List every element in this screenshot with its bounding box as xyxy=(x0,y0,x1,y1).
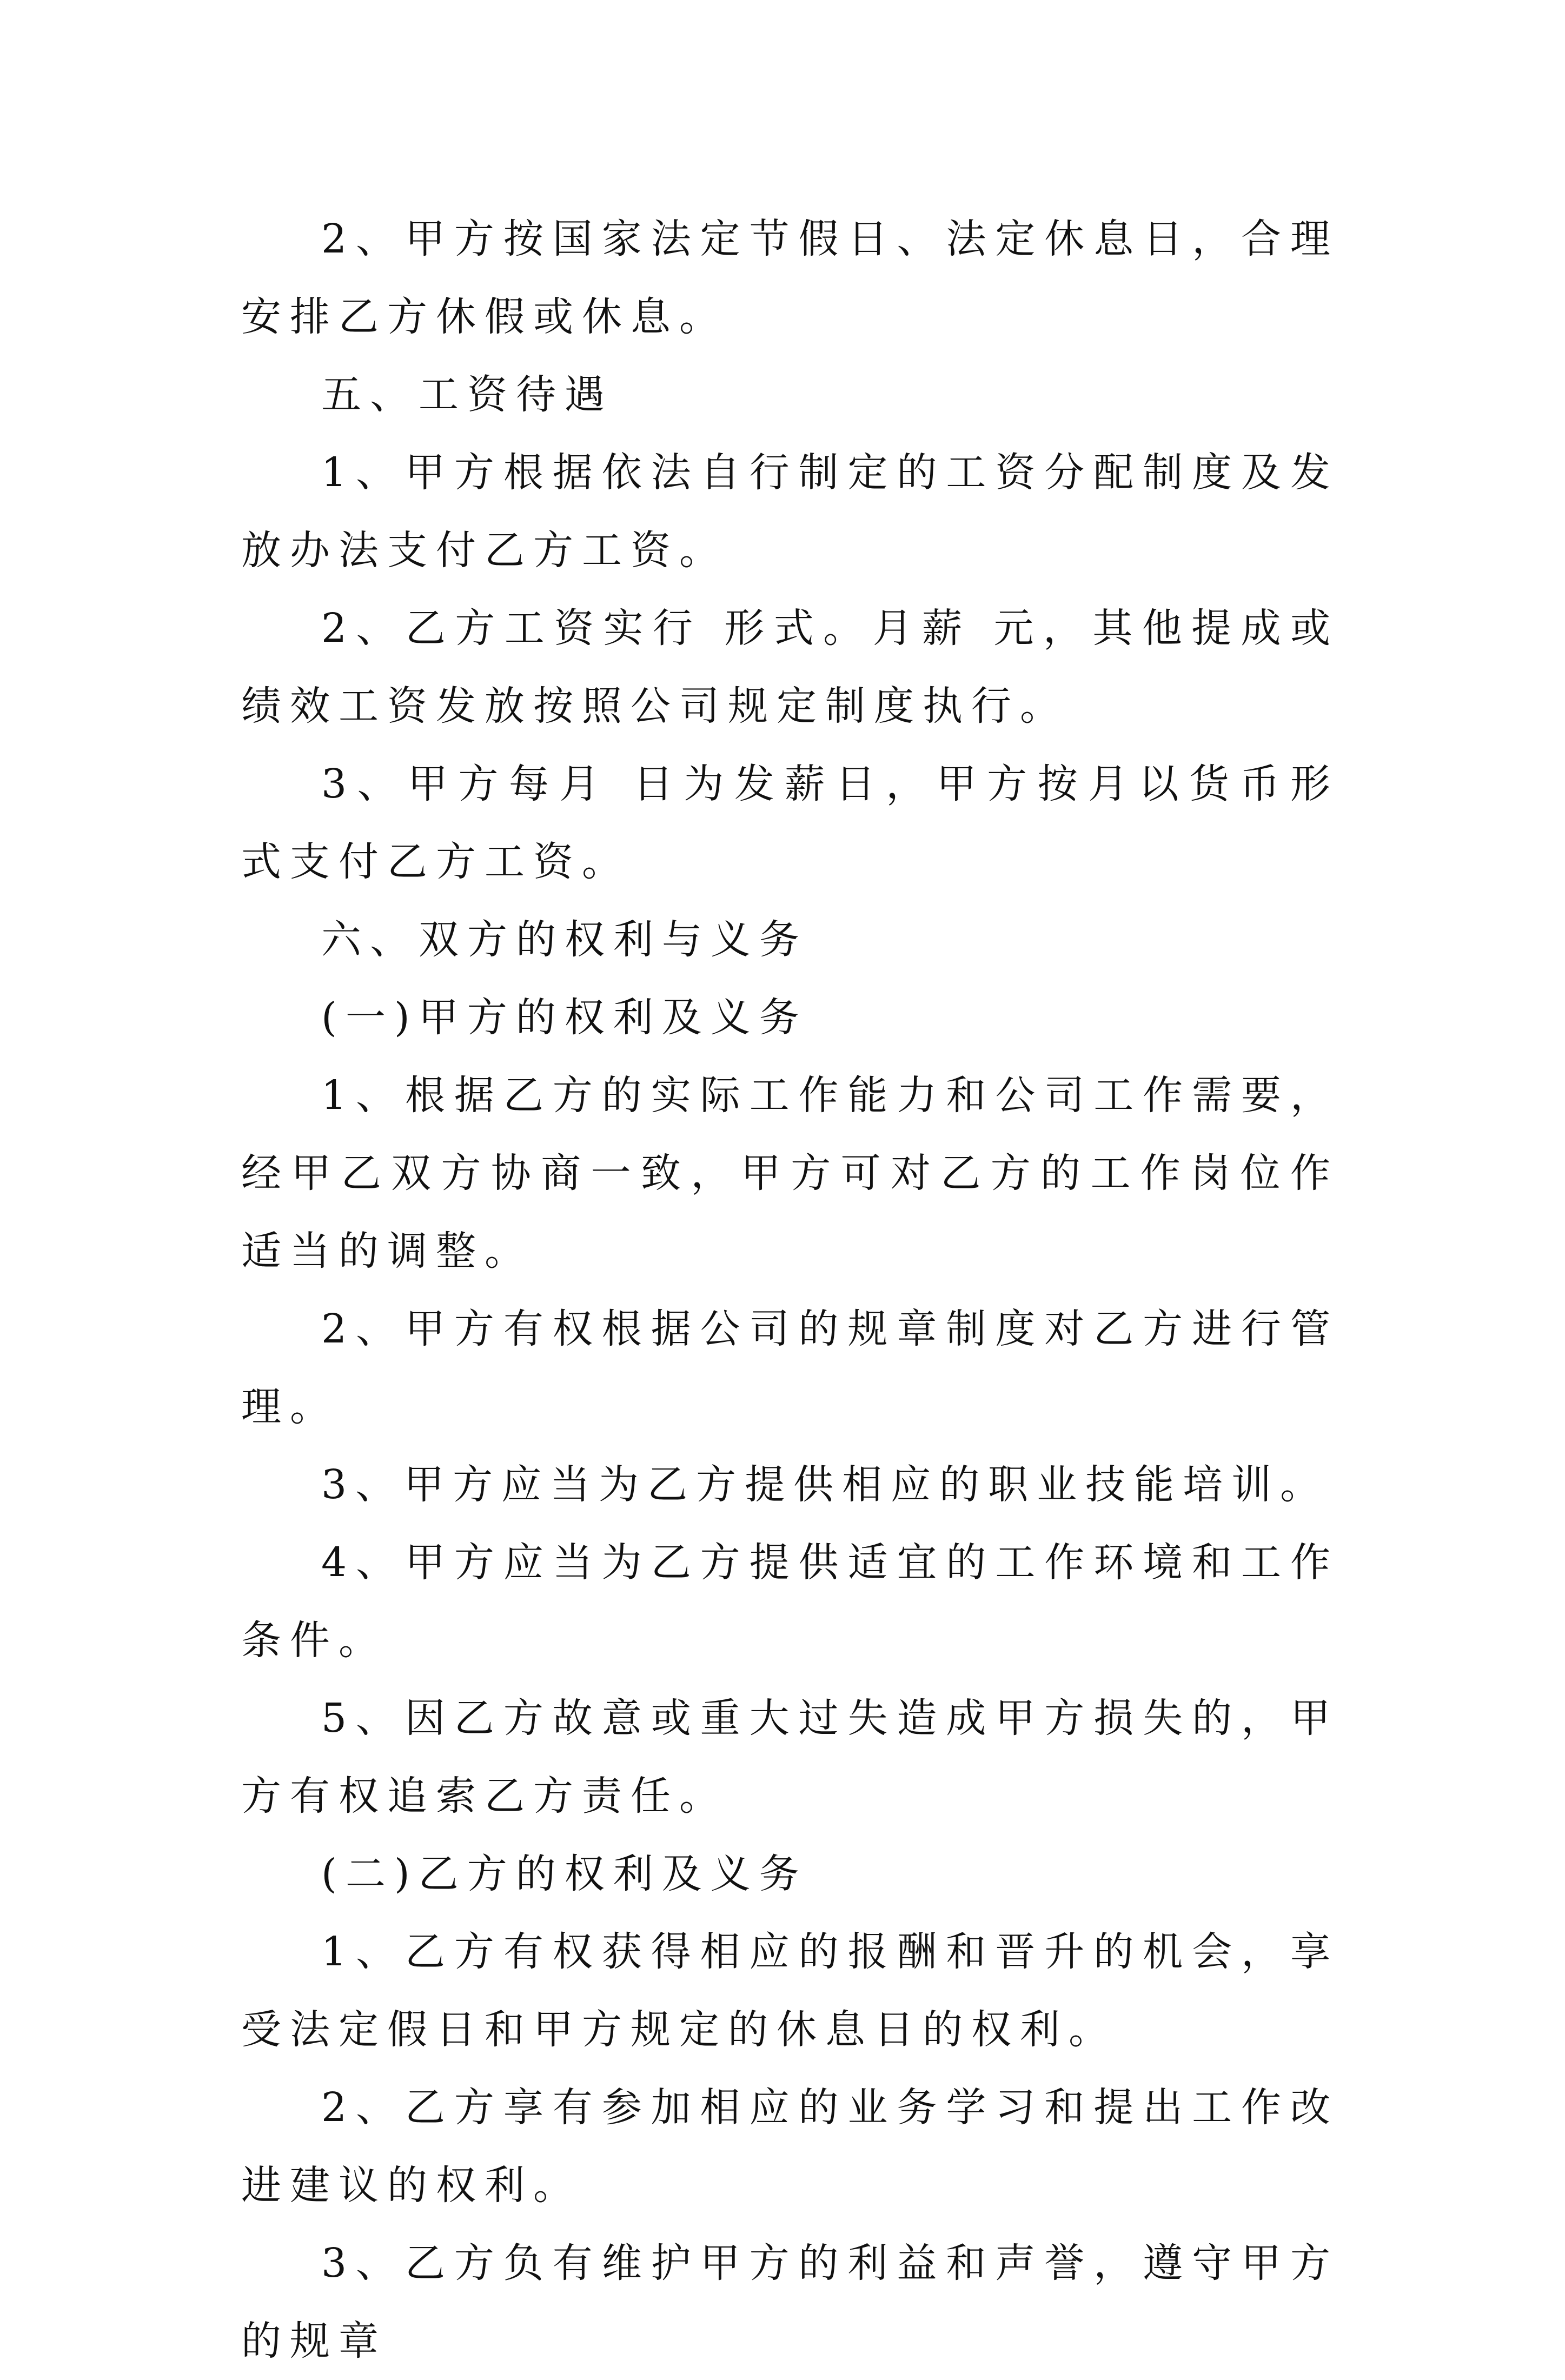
paragraph-wage-system: 1、甲方根据依法自行制定的工资分配制度及发放办法支付乙方工资。 xyxy=(241,449,1339,574)
paragraph-party-a-item-2: 2、甲方有权根据公司的规章制度对乙方进行管理。 xyxy=(241,1306,1339,1430)
document-body xyxy=(241,200,1339,2380)
paragraph-party-a-item-4: 4、甲方应当为乙方提供适宜的工作环境和工作条件。 xyxy=(241,1539,1339,1664)
paragraph-wage-form: 2、乙方工资实行 形式。月薪 元，其他提成或绩效工资发放按照公司规定制度执行。 xyxy=(241,605,1339,729)
paragraph-party-b-item-2: 2、乙方享有参加相应的业务学习和提出工作改进建议的权利。 xyxy=(241,2084,1339,2209)
paragraph-party-a-item-1: 1、根据乙方的实际工作能力和公司工作需要，经甲乙双方协商一致，甲方可对乙方的工作岗位作适当的调整。 xyxy=(241,1072,1339,1274)
paragraph-holiday-arrangement: 2、甲方按国家法定节假日、法定休息日，合理安排乙方休假或休息。 xyxy=(241,216,1339,340)
subsection-heading-party-b: (二)乙方的权利及义务 xyxy=(321,1851,808,1897)
section-heading-wages: 五、工资待遇 xyxy=(321,371,613,418)
paragraph-party-a-item-3: 3、甲方应当为乙方提供相应的职业技能培训。 xyxy=(321,1461,1329,1508)
paragraph-party-b-item-1: 1、乙方有权获得相应的报酬和晋升的机会，享受法定假日和甲方规定的休息日的权利。 xyxy=(241,1929,1339,2053)
paragraph-pay-day: 3、甲方每月 日为发薪日，甲方按月以货币形式支付乙方工资。 xyxy=(241,761,1339,885)
paragraph-party-b-item-3: 3、乙方负有维护甲方的利益和声誉，遵守甲方的规章 xyxy=(241,2240,1339,2364)
section-heading-rights-obligations: 六、双方的权利与义务 xyxy=(321,916,808,963)
subsection-heading-party-a: (一)甲方的权利及义务 xyxy=(321,994,808,1041)
paragraph-party-a-item-5: 5、因乙方故意或重大过失造成甲方损失的，甲方有权追索乙方责任。 xyxy=(241,1695,1339,1819)
